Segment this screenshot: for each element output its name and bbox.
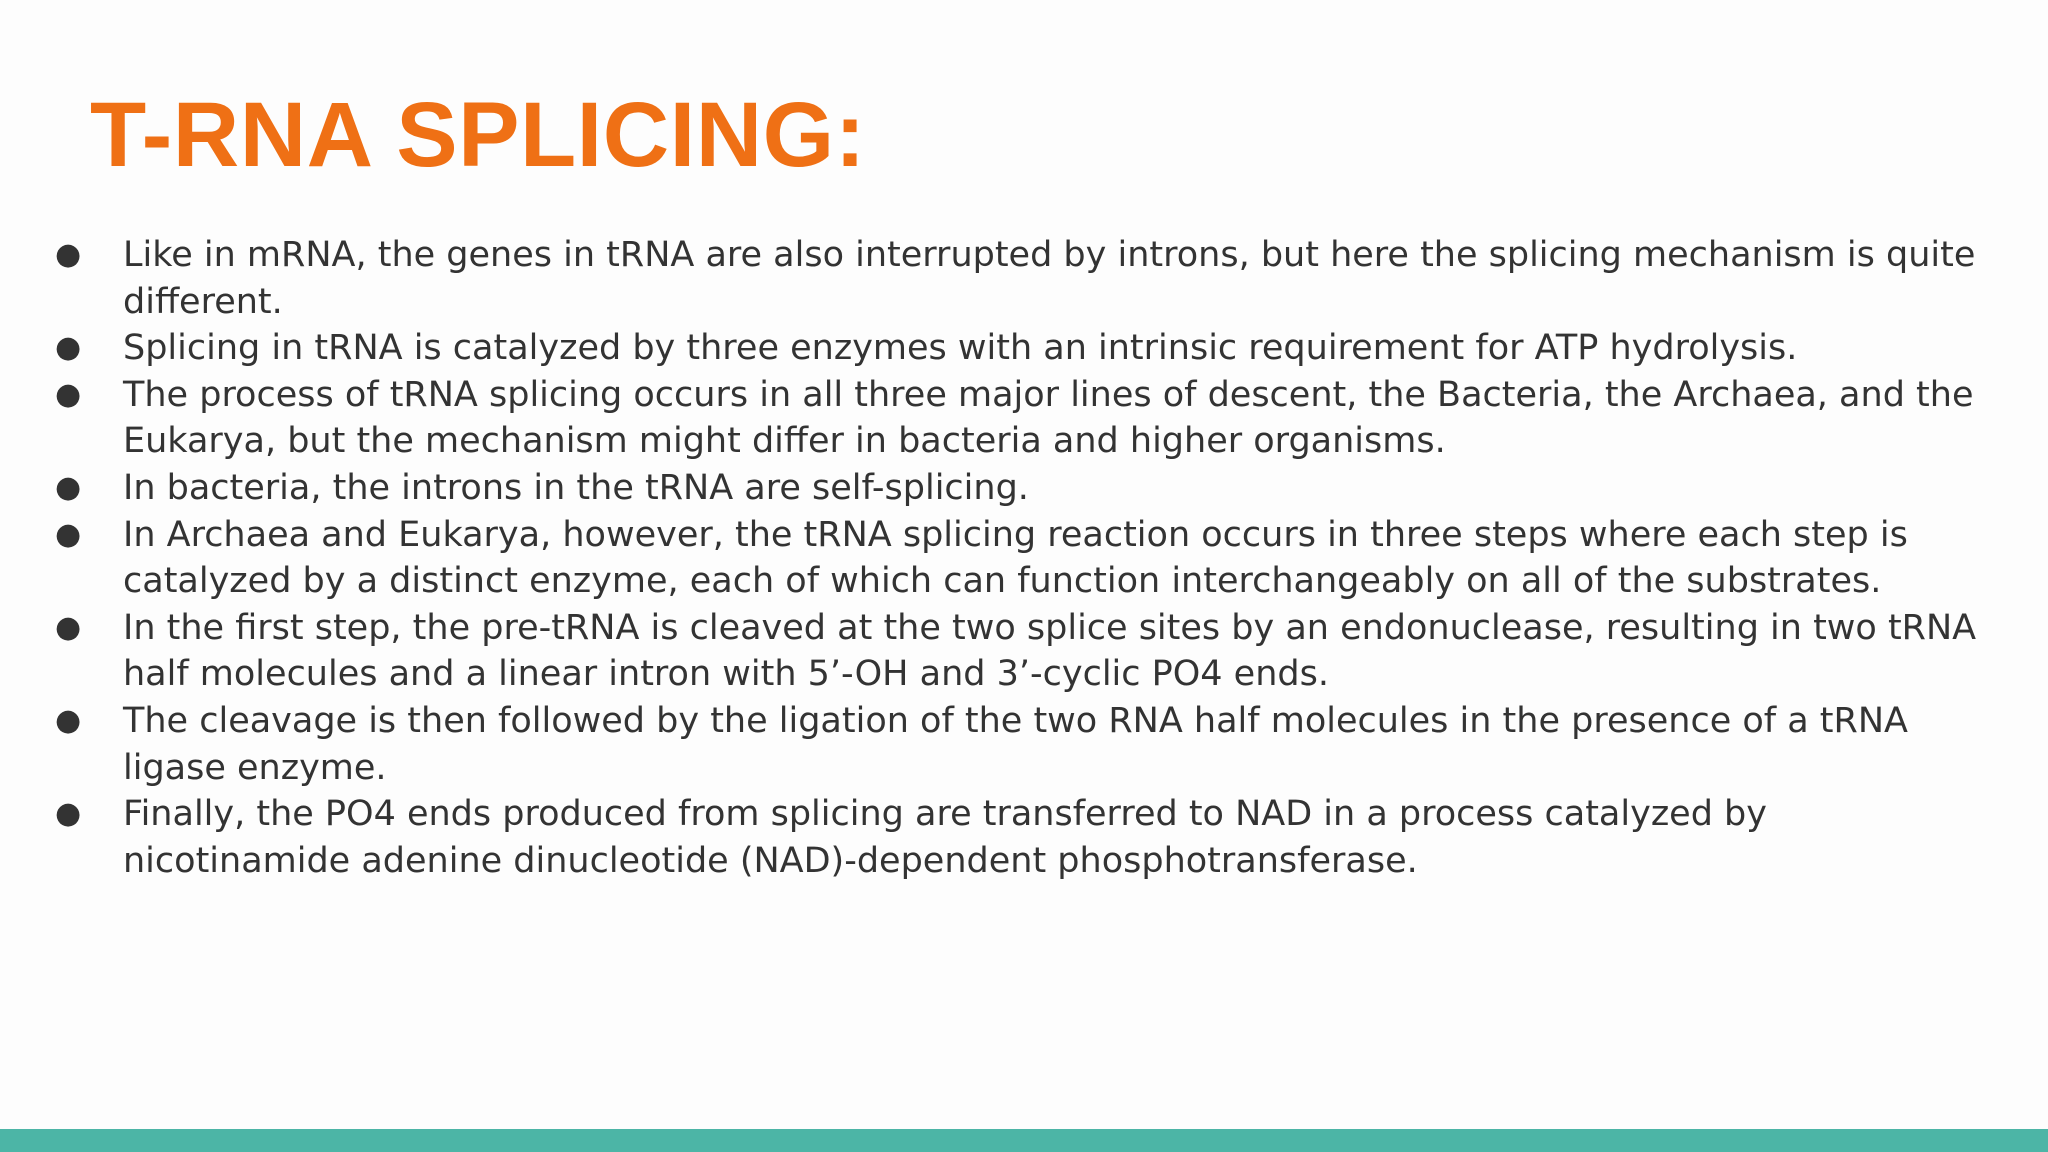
bullet-text: Finally, the PO4 ends produced from splicing are transferred to NAD in a process catalyzed by nicotinamide adenine dinucleotide (NAD)-dependent phosphotransferase.: [123, 794, 1767, 881]
bullet-item: [0, 698, 2000, 791]
bullet-text: Splicing in tRNA is catalyzed by three enzymes with an intrinsic requirement for ATP hydrolysis.: [123, 328, 1798, 369]
bullet-text: In the first step, the pre-tRNA is cleaved at the two splice sites by an endonuclease, resulting in two tRNA half molecules and a linear intron with 5’-OH and 3’-cyclic PO4 ends.: [123, 607, 1977, 695]
bullet-dot-icon: ●: [55, 702, 82, 738]
bullet-dot-icon: ●: [55, 796, 82, 832]
bullet-dot-icon: ●: [55, 516, 82, 552]
bullet-text: In Archaea and Eukarya, however, the tRNA splicing reaction occurs in three steps where each step is catalyzed by a distinct enzyme, each of which can function interchangeably on all of the substrates.: [123, 514, 1908, 602]
bullet-text: The cleavage is then followed by the ligation of the two RNA half molecules in the presence of a tRNA ligase enzyme.: [123, 700, 1908, 788]
bullet-dot-icon: ●: [55, 469, 82, 505]
bullet-item: [0, 791, 2000, 884]
bullet-item: [0, 465, 2000, 512]
bullet-item: [0, 325, 2000, 372]
bullet-dot-icon: ●: [55, 376, 82, 412]
bullet-list: [0, 232, 2000, 884]
bullet-text: The process of tRNA splicing occurs in all three major lines of descent, the Bacteria, the Archaea, and the Eukarya, but the mechanism might differ in bacteria and higher organisms.: [123, 374, 1974, 462]
bullet-dot-icon: ●: [55, 237, 82, 272]
slide-title: T-RNA SPLICING:: [90, 84, 866, 186]
bullet-item: [0, 372, 2000, 465]
bullet-text: In bacteria, the introns in the tRNA are self-splicing.: [123, 467, 1029, 508]
bullet-item: [0, 232, 2000, 325]
bullet-text: Like in mRNA, the genes in tRNA are also interrupted by introns, but here the splicing mechanism is quite different.: [123, 235, 1976, 322]
footer-accent-bar: [0, 1129, 2048, 1152]
bullet-item: [0, 512, 2000, 605]
bullet-dot-icon: ●: [55, 330, 82, 366]
bullet-item: [0, 605, 2000, 698]
bullet-dot-icon: ●: [55, 609, 82, 645]
